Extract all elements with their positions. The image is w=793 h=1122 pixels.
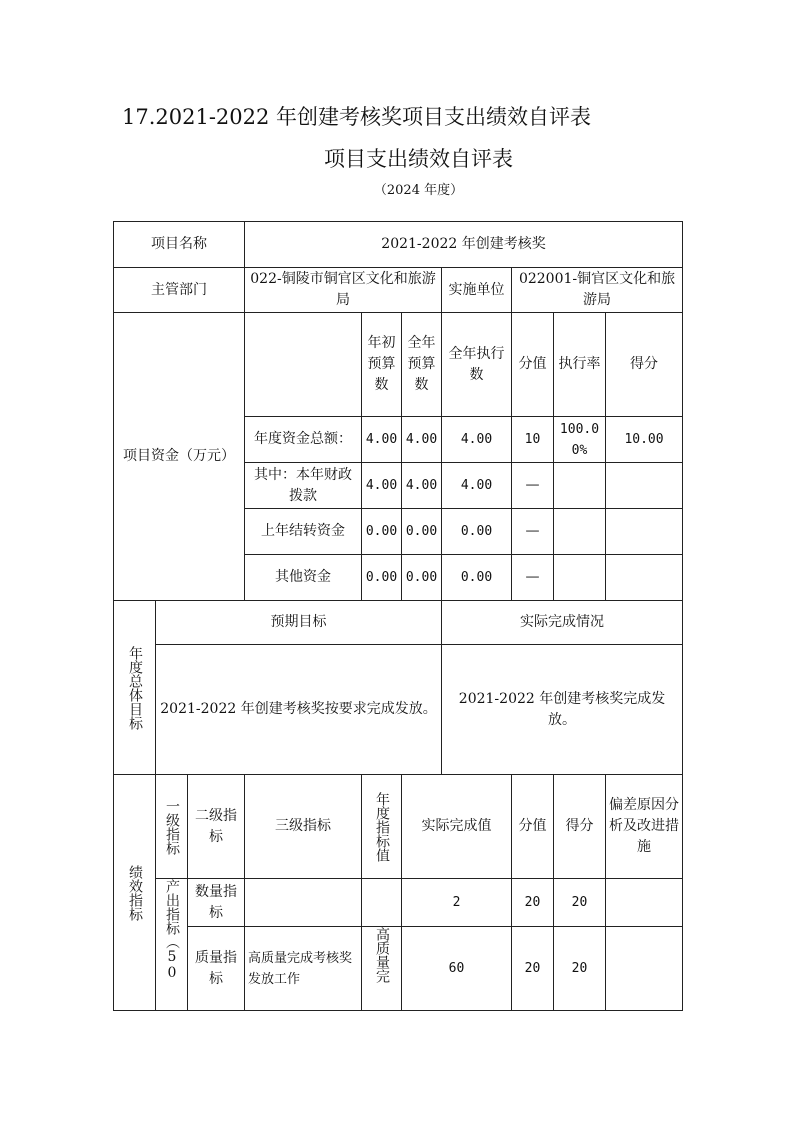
header-weight: 分值 xyxy=(512,313,554,417)
ind-annual-value xyxy=(362,879,402,927)
fund-row-name: 其中：本年财政拨款 xyxy=(245,463,362,509)
header-level1: 一级指标 xyxy=(156,775,188,879)
ind-deviation xyxy=(606,927,683,1011)
header-executed: 全年执行数 xyxy=(442,313,512,417)
header-exec-rate: 执行率 xyxy=(554,313,606,417)
report-year: （2024 年度） xyxy=(373,183,464,198)
impl-value: 022001-铜官区文化和旅游局 xyxy=(512,268,683,313)
project-name-label: 项目名称 xyxy=(114,222,245,268)
fund-row-executed: 4.00 xyxy=(442,463,512,509)
fund-row-score: 10.00 xyxy=(606,417,683,463)
fund-row-rate xyxy=(554,555,606,601)
ind-annual-value: 高质量完 xyxy=(362,927,402,1011)
ind-actual-value: 60 xyxy=(402,927,512,1011)
ind-deviation xyxy=(606,879,683,927)
fund-row-score xyxy=(606,509,683,555)
fund-row-full: 4.00 xyxy=(402,417,442,463)
header-annual-value: 年度指标值 xyxy=(362,775,402,879)
funds-header-blank xyxy=(245,313,362,417)
header-actual-value: 实际完成值 xyxy=(402,775,512,879)
fund-row-initial: 4.00 xyxy=(362,463,402,509)
project-name-value: 2021-2022 年创建考核奖 xyxy=(245,222,683,268)
fund-row-full: 4.00 xyxy=(402,463,442,509)
impl-label: 实施单位 xyxy=(442,268,512,313)
fund-row-full: 0.00 xyxy=(402,555,442,601)
fund-row-rate xyxy=(554,509,606,555)
fund-row-weight: — xyxy=(512,509,554,555)
level1-output: 产出指标（50 xyxy=(156,879,188,1011)
fund-row-weight: — xyxy=(512,555,554,601)
ind-level2: 质量指标 xyxy=(188,927,245,1011)
header-full-budget: 全年预算数 xyxy=(402,313,442,417)
goals-label: 年度总体目标 xyxy=(114,601,156,775)
actual-goal-header: 实际完成情况 xyxy=(442,601,683,645)
ind-actual-value: 2 xyxy=(402,879,512,927)
fund-row-rate xyxy=(554,463,606,509)
table-row xyxy=(114,927,683,1011)
fund-row-score xyxy=(606,463,683,509)
fund-row-executed: 4.00 xyxy=(442,417,512,463)
self-evaluation-table xyxy=(113,221,683,1011)
header-score: 得分 xyxy=(606,313,683,417)
ind-score: 20 xyxy=(554,927,606,1011)
ind-score: 20 xyxy=(554,879,606,927)
ind-level2: 数量指标 xyxy=(188,879,245,927)
fund-row-weight: 10 xyxy=(512,417,554,463)
ind-level3: 高质量完成考核奖发放工作 xyxy=(245,927,362,1011)
header-ind-score: 得分 xyxy=(554,775,606,879)
form-title: 项目支出绩效自评表 xyxy=(324,147,513,171)
fund-row-score xyxy=(606,555,683,601)
funds-label: 项目资金（万元） xyxy=(114,313,245,601)
indicators-label: 绩效指标 xyxy=(114,775,156,1011)
fund-row-name: 年度资金总额： xyxy=(245,417,362,463)
fund-row-full: 0.00 xyxy=(402,509,442,555)
fund-row-initial: 4.00 xyxy=(362,417,402,463)
header-deviation: 偏差原因分析及改进措施 xyxy=(606,775,683,879)
ind-level3 xyxy=(245,879,362,927)
header-initial-budget: 年初预算数 xyxy=(362,313,402,417)
dept-value: 022-铜陵市铜官区文化和旅游局 xyxy=(245,268,442,313)
fund-row-executed: 0.00 xyxy=(442,509,512,555)
document-title: 17.2021-2022 年创建考核奖项目支出绩效自评表 xyxy=(122,105,592,129)
expected-goal-header: 预期目标 xyxy=(156,601,442,645)
fund-row-weight: — xyxy=(512,463,554,509)
fund-row-initial: 0.00 xyxy=(362,555,402,601)
fund-row-name: 其他资金 xyxy=(245,555,362,601)
header-level2: 二级指标 xyxy=(188,775,245,879)
header-level3: 三级指标 xyxy=(245,775,362,879)
table-row xyxy=(114,879,683,927)
actual-goal-text: 2021-2022 年创建考核奖完成发放。 xyxy=(442,645,683,775)
header-ind-weight: 分值 xyxy=(512,775,554,879)
dept-label: 主管部门 xyxy=(114,268,245,313)
expected-goal-text: 2021-2022 年创建考核奖按要求完成发放。 xyxy=(156,645,442,775)
fund-row-initial: 0.00 xyxy=(362,509,402,555)
fund-row-name: 上年结转资金 xyxy=(245,509,362,555)
ind-weight: 20 xyxy=(512,927,554,1011)
fund-row-rate: 100.00% xyxy=(554,417,606,463)
fund-row-executed: 0.00 xyxy=(442,555,512,601)
ind-weight: 20 xyxy=(512,879,554,927)
